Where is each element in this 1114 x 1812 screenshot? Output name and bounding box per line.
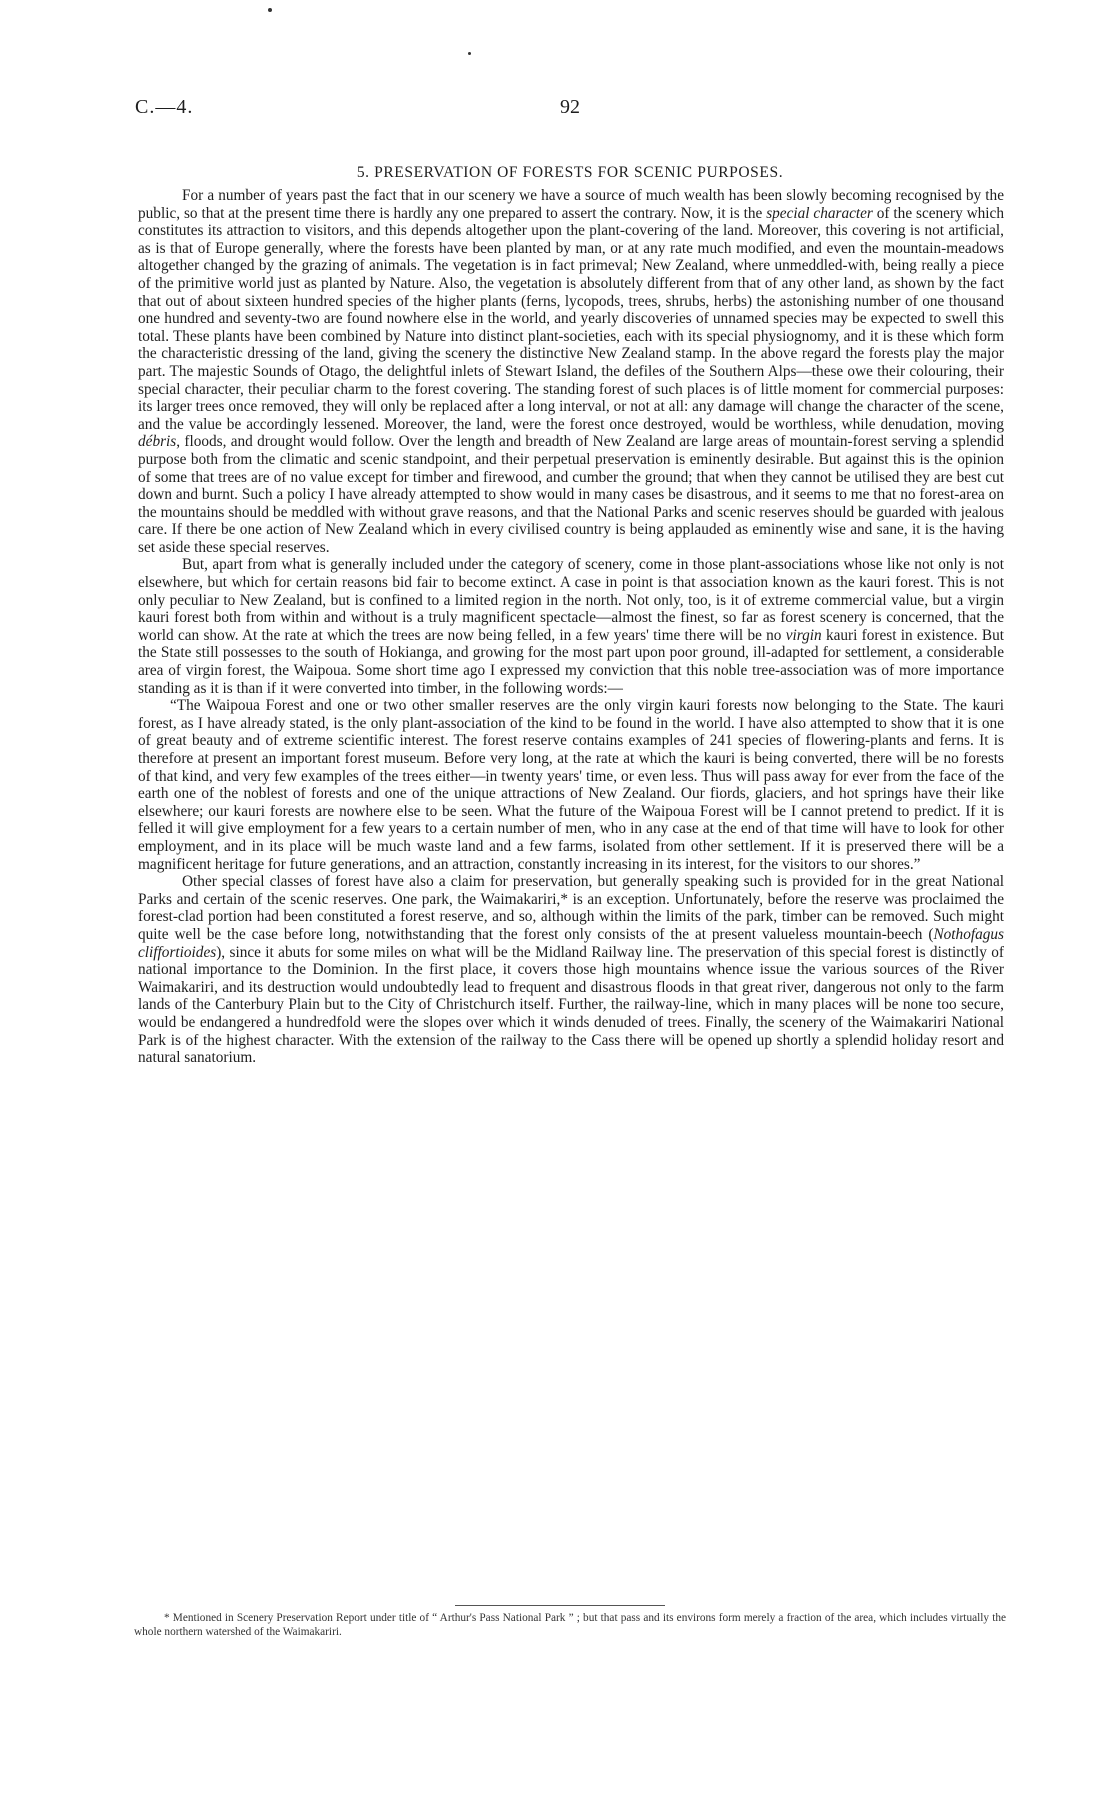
page-header xyxy=(135,96,1005,124)
page-number: 92 xyxy=(560,96,580,118)
paragraph-text: But, apart from what is generally included under the category of scenery, come in those plant-associations whose like not only is not elsewhere, but which for certain reasons bid fair to become extinct. A case in point is that association known as the kauri forest. This is not only peculiar to New Zealand, but is confined to a limited region in the north. Not only, too, is it of extreme commercial value, but a virgin kauri forest both from within and without is a truly magnificent spectacle—almost the finest, so far as forest scenery is concerned, that the world can show. At the rate at which the trees are now being felled, in a few years' time there will be no xyxy=(138,556,1004,644)
paragraph-text: For a number of years past the fact that in our scenery we have a source of much wealth has been slowly becoming recognised by the public, so that at the present time there is hardly any one prepared to assert the contrary. Now, it is the xyxy=(138,187,1004,222)
quotation-paragraph xyxy=(138,697,1004,873)
footnote: * Mentioned in Scenery Preservation Report under title of “ Arthur's Pass National Park ” ; but that pass and its environs form merely a fraction of the area, which includes virtually the whole northern watershed of the Waimakariri. xyxy=(134,1612,1006,1638)
italic-phrase: special character xyxy=(766,204,873,222)
italic-phrase: débris xyxy=(138,433,177,451)
paragraph-2 xyxy=(138,556,1004,697)
paragraph-text: “The Waipoua Forest and one or two other smaller reserves are the only virgin kauri forests now belonging to the State. The kauri forest, as I have already stated, is the only plant-association of the kind to be found in the world. I have also attempted to show that it is one of great beauty and of extreme scientific interest. The forest reserve contains examples of 241 species of flowering-plants and ferns. It is therefore at present an important forest museum. Before very long, at the rate at which the kauri is being converted, there will be no forests of that kind, and very few examples of the trees either—in twenty years' time, or even less. Thus will pass away for ever from the face of the earth one of the noblest of forests and one of the unique attractions of New Zealand. Our fiords, glaciers, and hot springs have their like elsewhere; our kauri forests are nowhere else to be seen. What the future of the Waipoua Forest will be I cannot pretend to predict. If it is felled it will give employment for a few years to a certain number of men, who in any case at the end of that time will have to look for other employment, and in its place will be much waste land and a few farms, isolated from other settlement. If it is preserved there will be a magnificent heritage for future generations, and an attraction, constantly increasing in its interest, for the visitors to our shores.” xyxy=(138,697,1004,873)
paragraph-text: ), since it abuts for some miles on what will be the Midland Railway line. The preservation of this special forest is distinctly of national importance to the Dominion. In the first place, it covers those high mountains whence issue the various sources of the River Waimakariri, and its destruction would undoubtedly lead to frequent and disastrous floods in that great river, dangerous not only to the farm lands of the Canterbury Plain but to the City of Christchurch itself. Further, the railway-line, which in many places will be none too secure, would be endangered a hundredfold were the slopes over which it winds denuded of trees. Finally, the scenery of the Waimakariri National Park is of the highest character. With the extension of the railway to the Cass there will be opened up shortly a splendid holiday resort and natural sanatorium. xyxy=(138,943,1004,1067)
footnote-divider xyxy=(455,1605,665,1606)
scan-speck xyxy=(468,52,471,55)
scan-speck xyxy=(268,8,272,12)
body-text xyxy=(138,187,1004,1067)
italic-phrase: virgin xyxy=(785,626,822,644)
paragraph-text: of the scenery which constitutes its attraction to visitors, and this depends altogether upon the plant-covering of the land. Moreover, this covering is not artificial, as is that of Europe generally, where the forests have been planted by man, or at any rate much modified, and even the mountain-meadows altogether changed by the grazing of animals. The vegetation is in fact primeval; New Zealand, where unmeddled-with, being really a piece of the primitive world just as planted by Nature. Also, the vegetation is absolutely different from that of any other land, as shown by the fact that out of about sixteen hundred species of the higher plants (ferns, lycopods, trees, shrubs, herbs) the astonishing number of one thousand one hundred and seventy-two are found nowhere else in the world, and yearly discoveries of unnamed species may be expected to swell this total. These plants have been combined by Nature into distinct plant-societies, each with its special physiognomy, and it is these which form the characteristic dressing of the land, giving the scenery the distinctive New Zealand stamp. In the above regard the forests play the major part. The majestic Sounds of Otago, the delightful inlets of Stewart Island, the defiles of the Southern Alps—these owe their colouring, their special character, their peculiar charm to the forest covering. The standing forest of such places is of little moment for commercial purposes: its larger trees once removed, they will only be replaced after a long interval, or not at all: any damage will change the character of the scene, and the value be accordingly lessened. Moreover, the land, were the forest once destroyed, would be worthless, while denudation, moving xyxy=(138,204,1004,433)
paragraph-text: kauri forest in existence. But the State still possesses to the south of Hokianga, and growing for the most part upon poor ground, ill-adapted for settlement, a considerable area of virgin forest, the Waipoua. Some short time ago I expressed my conviction that this noble tree-association was of more importance standing as it is than if it were converted into timber, in the following words:— xyxy=(138,626,1004,697)
paragraph-text: Other special classes of forest have also a claim for preservation, but generally speaking such is provided for in the great National Parks and certain of the scenic reserves. One park, the Waimakariri,* is an exception. Unfortunately, before the reserve was proclaimed the forest-clad portion had been constituted a forest reserve, and so, although within the limits of the park, timber can be removed. Such might quite well be the case before long, notwithstanding that the forest only consists of the at present valueless mountain-beech ( xyxy=(138,873,1004,943)
section-heading: 5. PRESERVATION OF FORESTS FOR SCENIC PURPOSES. xyxy=(356,164,784,181)
document-reference: C.—4. xyxy=(135,96,194,118)
paragraph-1 xyxy=(138,187,1004,556)
italic-phrase: Nothofagus cliffortioides xyxy=(138,925,1004,961)
paragraph-text: , floods, and drought would follow. Over the length and breadth of New Zealand are large areas of mountain-forest serving a splendid purpose both from the climatic and scenic standpoint, and their perpetual preservation is eminently desirable. But against this is the opinion of some that trees are of no value except for timber and firewood, and cumber the ground; that when they cannot be utilised they are best cut down and burnt. Such a policy I have already attempted to show would in many cases be disastrous, and it seems to me that no forest-area on the mountains should be meddled with without grave reasons, and that the National Parks and scenic reserves should be guarded with jealous care. If there be one action of New Zealand which in every civilised country is being applauded as eminently wise and sane, it is the having set aside these special reserves. xyxy=(138,433,1004,556)
paragraph-4 xyxy=(138,873,1004,1067)
